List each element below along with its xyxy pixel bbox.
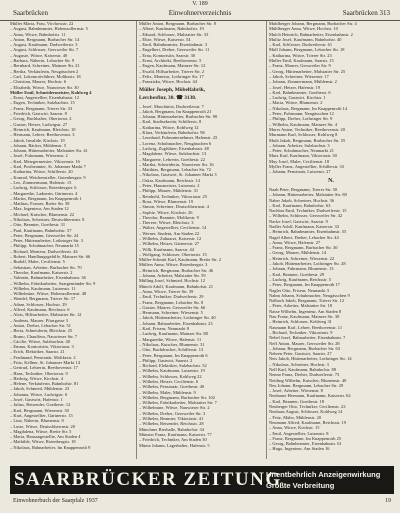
directory-entry: – Wilhelm, Schlosser, Kohlweg 22 [139,373,202,379]
directory-entry: – Matthias, Bergmann, Lebacher Str. 72 [139,167,212,173]
directory-entry: – Lorenz, Schuhmacher, Neugässchen 6 [139,140,212,146]
directory-entry: Muhlberger Johann, Bergmann, Burbacher Str. 4 [269,21,357,26]
header-right: Saarbrücken 313 [342,9,390,17]
directory-entry: – Karl, Schlosser, Dudweilerstr. 61 [269,42,333,48]
directory-entry: – Georg, Bahnbeamter, Eisenbahnstr. 61 [269,441,342,447]
directory-entry: – Emil, Bahnbeamter, Eisenbahnstr. 3 [139,42,208,48]
directory-entry: – Carl, Lokomotivführer, Moltkestr. 18 [10,73,81,79]
directory-entry: – Ludwig, Schlosser, Rotenbergstr. 6 [10,185,77,191]
directory-entry: – Gustav, Maurer, Gersweiler Str. 66 [139,304,206,310]
directory-entry: – Jakob, Invalide, Kirchstr. 19 [10,137,65,143]
directory-entry: – Fritz, Maler, Mühlenstr. 20 [269,414,322,420]
directory-entry: Neuberger Otto, Techniker, Cecilienstr. 23 [269,404,346,410]
directory-entry: Naumann Karl, Lehrer, Beethovenstr. 11 [269,324,343,330]
directory-entry: – Philipp, Schuhmacher, Neumarkt 15 [10,243,79,249]
directory-entry: – Barbara, Näherin, Lebacher Str. 9 [10,58,75,64]
directory-entry: – Karl, Bergmann, Wiesenstr. 30 [10,407,69,413]
directory-entry: Münch Adolf, Kaufmann, Bahnhofstr. 21 [139,283,214,289]
directory-entry: – Margarete, Lehrerin, Goethestr. 22 [139,156,205,162]
directory-entry: – Ernst, Architekt, Beethovenstr. 5 [139,58,202,64]
directory-entry: – Wilhelm, Reisender, Reichsstr. 28 [139,421,204,427]
directory-entry: – Nikolaus, Gastwirt, St. Johanner Markt 3 [139,172,217,178]
directory-entry: – Heinrich, Bahnbeamter, Eisenbahnstr. 55 [269,229,347,235]
directory-entry: – Franz, Bergmann, Lebacher Str. 8 [139,299,204,305]
directory-entry: – Peter, Schuhmacher, Neumarkt 21 [269,148,334,154]
directory-entry: – Lina, Näherin, Blumenstr. 8 [10,418,64,424]
directory-entry: – Anton, Dreher, Lebacher Str. 51 [10,322,71,328]
header-left: Saarbrücken [13,9,48,17]
directory-entry: – Therese, Witwe, Bleichstr. 3 [139,220,194,226]
directory-entry: – Johann, Hüttenarbeiter, Malstatter Str. 41 [10,148,88,154]
directory-entry: – Katharina, Witwe, Trierer Str. 23 [269,52,332,58]
directory-entry: – Luise, Witwe, Deutschherrnstr. 20 [10,423,76,429]
directory-entry: – Ludwig, Kaufmann, Mainzer Str. 88 [139,331,208,337]
directory-entry: – Wilhelm, Schlosser, Gersweiler Str. 42 [269,213,343,219]
directory-entry: Murer Anton, Techniker, Beethovenstr. 20 [269,126,345,132]
directory-entry: Neumann Alfred, Kaufmann, Reichsstr. 19 [269,419,346,425]
directory-entry: – Werner, Student, Am Staden 22 [139,230,200,236]
directory-entry: – August, Kaufmann, Dudweilerstr. 3 [10,42,78,48]
directory-entry: – Theodor, Beamter, Moltkestr. 9 [139,214,199,220]
directory-entry: – Georg, Maurer, Mühlenstr. 14 [269,250,327,256]
directory-entry: – Katharina, Witwe, Schillerstr. 20 [10,169,73,175]
directory-entry: Muller Emil, Kaufmann, Saarstr. 15 [269,58,334,64]
directory-entry: – Albert, Kaufmann, Bahnhofstr. 19 [139,26,204,32]
directory-entry: Nell Karl, Kaufmann, Bahnhofstr. 88 [269,367,336,372]
directory-entry: – Philipp, Dreher, Lothringer Str. 9 [269,116,333,122]
directory-entry: – Wilhelm, Kaufmann, Mainzer Str. 4 [269,121,338,127]
directory-entry: – Christian, Maurer, Hochstr. 6 [10,79,67,85]
directory-entry: – Wilhelmine, Witwe, Hohenzollernstr. 48 [10,291,87,297]
directory-entry: – Heinrich, Schreiner, Wiesenstr. 22 [269,255,335,261]
directory-entry: – Wilhelm, Heizer, Gärtnerstr. 27 [139,241,200,247]
directory-entry: Nachbar Emil, Techniker, Dudweilerstr. 15 [269,208,347,214]
directory-entry: – Walter, Angestellter, Cecilienstr. 14 [139,225,207,231]
directory-entry: – Johann, Bergmann, Burbacher Str. 63 [269,345,341,351]
directory-entry: – Anna, Witwe, Kirchstr. 15 [269,425,320,431]
directory-entry: – Franz, Bergmann, Im Knappenroth 25 [269,435,342,441]
advert-slogan: Größte Verbreitung [266,481,335,490]
directory-entry: Münchner Bierhalle, Bahnhofstr. 34 [139,426,204,432]
directory-entry: – Wilhelm, Beamter, Viktoriastr. 41 [139,416,204,422]
directory-entry: – Margarethe, Ladnerin, Gärtnerstr. 4 [10,190,78,196]
directory-entry: – Jakob, Schreiner, Wiesenstr. 17 [269,73,329,79]
directory-entry: – Karl, Bahnbeamter, Goethestr. 6 [269,89,331,95]
directory-entry: – Rudolf, Maler, Cecilienstr. 5 [10,259,65,265]
directory-entry: – Sophie, Witwe, Kirchstr. 26 [139,209,193,215]
directory-entry: Mutz Karl, Kaufmann, Viktoriastr. 30 [269,153,337,159]
directory-entry: – Jakob, Bergmann, Im Knappenroth 21 [139,108,212,114]
directory-entry: – Alfred, Kaufmann, Reichsstr. 6 [10,307,70,313]
directory-entry: Naber Jakob, Schreiner, Hochstr. 36 [269,197,335,203]
directory-entry: – Anna, Witwe, Trierer Str. 39 [139,288,194,294]
directory-entry: Mulch Heinrich, Bahnarbeiter, Eisenbahnstr. 2 [269,31,353,37]
directory-entry: – Auguste, Witwe, Kaiserstr. 40 [10,52,68,58]
directory-entry: – Alois, Hilfsarbeiter, Malstatter Str. 12 [10,312,82,318]
directory-entry: – Philipp, Maurer, Mühlenstr. 31 [139,188,199,194]
directory-entry: – Gustav, Heizer, Ludwigstr. 27 [10,121,68,127]
directory-entry: – Peter, Arbeiter, Malstatter Str. 18 [269,303,332,309]
directory-entry: – Philipp, Gastwirt, Saarstr. 2 [139,357,193,363]
directory-entry: Müller-Schmitt Karl, Kaufmann, Breite Str. 2 [139,257,222,263]
directory-entry: Neubauer Hermann, Kaufmann, Kaiserstr. 62 [269,393,351,399]
directory-entry: – Franz, Maurer, Gersweiler Str. 9 [269,63,331,69]
directory-entry: Münster Franz, Kaufmann, Kaiserstr. 77 [139,431,212,437]
directory-entry: Neuhaus August, Schlosser, Kohlweg 14 [269,409,343,415]
running-header [0,6,400,21]
directory-entry: – Hermann, Lehrer, Beethovenstr. 3 [10,132,75,138]
directory-entry: – Mathias, Former, Breite Str. 38 [10,201,70,207]
directory-entry: – Erich, Elektriker, Saarstr. 21 [10,349,65,355]
directory-entry: – Sebastian, Arbeiter, Burbacher Str. 70 [10,264,82,270]
directory-entry: – Emil, Techniker, Dudweilerstr. 29 [139,294,204,300]
directory-entry: – Peter, Fuhrmann, Neugässchen 12 [269,111,334,117]
directory-entry: – Nikolaus, Bahnarbeiter, Im Knappenroth 9 [10,444,91,450]
directory-entry: – Adam, Schlosser, Hochstr. 29 [10,301,67,307]
directory-entry: – Franz, Bergmann, Trierer Str. 33 [10,105,73,111]
directory-entry: – Hedwig, Witwe, Kirchstr. 4 [10,375,63,381]
directory-entry: – Martin, Bergmann, Im Knappenroth 1 [10,195,82,201]
directory-entry: – Emil, Angestellter, Luisenstr. 8 [269,430,329,436]
directory-entry: – Willi, Kaufmann, Saarstr. 44 [139,246,195,252]
directory-entry: – Franziska, Witwe, Hochstr. 44 [139,79,197,85]
directory-entry: – Johann, Arbeiter, Sulzbachstr. 3 [269,142,330,148]
directory-entry: – Margarethe, Witwe, Hafenstr. 11 [139,336,202,342]
directory-entry: – Felix, Monteur, Lothringer Str. 17 [139,73,204,79]
directory-entry: – Hugo, Ingenieur, Am Staden 16 [269,446,330,452]
directory-entry: – Otto, Beamter, Goethestr. 31 [10,222,66,228]
directory-entry: – August, Schlosser, Gersweiler Str. 7 [10,47,79,53]
column-divider [136,21,137,459]
directory-entry: – Magdalene, Witwe, Sulzbachstr. 13 [139,151,207,157]
directory-entry: – Bruno, Chauffeur, Nauwieser Str. 7 [10,333,78,339]
directory-entry: – Karl, Beamter, Goethestr. 29 [269,271,325,277]
directory-entry: – Anton, Bergmann, Burbacher Str. 14 [10,36,80,42]
directory-entry: – Josef, Maschinist, Dudweilerstr. 7 [139,103,204,109]
directory-entry: – Josef, Gastwirt, Hafenstr. 1 [10,397,63,403]
top-page-number: V. 189 [192,1,208,7]
page-footer [10,498,394,508]
footer-publication: Einwohnerbuch der Saarpfalz 1937 [13,498,98,504]
directory-entry: – Hans, Techniker, Obertorstr. 9 [10,370,68,376]
directory-entry: Mülling Josef, Schmied, Hochstr. 12 [139,278,206,284]
directory-entry: – Richard, Elektriker, Sulzbachstr. 52 [139,363,207,369]
directory-entry: – Wilhelm, Bergmann, Burbacher Str. 102 [139,394,215,400]
directory-entry: – Wilhelm, Pensionär, Goethestr. 40 [139,384,205,390]
directory-entry: – Wilhelm, Fabrikarbeiter, Saargemünder Str. 9 [10,280,96,286]
directory-entry: – Johann, Bäcker, Mühlenstr. 5 [10,142,67,148]
directory-entry: – Valentin, Bahnarbeiter, Eisenbahnstr. 36 [10,275,86,281]
directory-entry: – Helene, Verkäuferin, Bahnhofstr. 81 [10,381,79,387]
directory-entry: – Karl, Stadtsekretär, Schillerstr. 8 [139,119,202,125]
directory-entry: Naab Peter, Bergmann, Trierer Str. 50 [269,186,338,192]
directory-entry: – Nikolaus, Kutscher, Blumenstr. 31 [139,341,205,347]
directory-entry: – Richard, Techniker, Viktoriastr. 9 [269,329,333,335]
directory-entry: Neu Johann, Bergmann, Lebacher Str. 29 [269,382,344,388]
directory-entry: – Friedrich, Techniker, Am Staden 30 [139,437,207,443]
directory-entry: – Johann, Fuhrmann, Blumenstr. 13 [269,266,334,272]
directory-entry: Müntz Johann, Lagerhalter, Hafenstr. 5 [139,442,210,448]
directory-entry: – Martha, Schneiderin, Nauwieser Str. 16 [139,161,214,167]
directory-entry: – Friedrich, Gastwirt, Saarstr. 8 [10,111,67,117]
directory-entry: – Wolfgang, Schlosser, Obertorstr. 15 [139,251,207,257]
directory-entry: – Josef, Fuhrmann, Wiesenstr. 2 [10,153,68,159]
directory-entry: – Cäcilie, Witwe, Sulzbachstr. 40 [10,338,71,344]
directory-entry: Nalbach Jakob, Bergmann, Trierer Str. 12 [269,298,345,304]
directory-entry: – Elisabeth, Witwe, Nauwieser Str. 30 [10,84,79,90]
directory-entry: – Karl, Postbeamter, St. Johanner Markt 7 [10,164,86,170]
directory-entry: – Robert, Handlungsgehilfe, Mainzer Str. 66 [10,254,91,260]
directory-entry: – Ferdinand, Pensionär, Moltkestr. 2 [10,354,76,360]
directory-entry: – Leo, Zimmermann, Hafenstr. 13 [10,179,72,185]
directory-entry: – Engelbert, Dreher, Gersweiler Str. 11 [139,47,210,53]
directory-entry: – Ewald, Hilfsarbeiter, Trierer Str. 2 [139,68,205,74]
directory-entry: – Konrad, Weichensteller, Gutenbergstr. 9 [10,174,86,180]
directory-entry: Müller Emil, Schneidermeister, Kohlweg 4 [10,89,92,95]
directory-entry: – Nikolaus, Bergmann, Im Knappenroth 14 [269,105,348,111]
directory-column-2 [139,21,263,459]
directory-entry: – Kurt, Angestellter, Gärtnerstr. 15 [10,412,73,418]
directory-entry: Nettling Wilhelm, Kutscher, Blumenstr. 40 [269,377,347,383]
directory-entry: Nagel Albert, Dreher, Lebacher Str. 44 [269,234,339,240]
directory-entry: – Karl, Friseur, Neumarkt 8 [139,326,189,332]
directory-entry: – Klara, Verkäuferin, Bahnhofstr. 96 [139,130,205,136]
directory-entry: – Maria, Hausangestellte, Am Staden 4 [10,434,81,440]
directory-entry: Mühlberger Anna, Witwe, Hochstr. 10 [269,26,338,32]
directory-entry: – Simon, Schreiner, Deutschherrnstr. 4 [139,204,209,210]
directory-entry: – Otto, Buchdrucker, Schillerstr. 13 [139,347,204,353]
directory-entry: – Paul, Kaufmann, Bahnhofstr. 57 [10,227,72,233]
directory-columns [10,21,394,459]
directory-entry: Nahm Johann, Schuhmacher, Neugässchen 9 [269,292,350,298]
directory-entry: – Georg, Hüttenarbeiter, Malstatter Str. 25 [269,68,346,74]
directory-entry: – Wilhelm, Zahnarzt, Kaiserstr. 12 [139,235,202,241]
directory-entry: Müllers Anna, Witwe, Rotenbergstr. 3 [139,262,208,268]
directory-entry: – Wilhelm, Heizer, Cecilienstr. 6 [139,379,199,384]
directory-entry: – Eduard, Schlosser, Malstatter Str. 33 [139,31,209,37]
directory-entry: – Wendel, Bergmann, Trierer Str. 17 [10,296,76,302]
directory-entry: – Maria, Witwe, Blumenstr. 2 [269,100,323,106]
directory-entry: Müller Maria, Frau, Virchowstr. 22 [10,21,74,26]
directory-entry: – Fritz, Kellner, St. Johanner Markt 14 [10,360,80,365]
directory-entry: – Michael, Kutscher, Blumenstr. 22 [10,211,75,217]
directory-entry: – Nikolaus, Schreiner, Deutschherrnstr. 8 [10,216,85,222]
directory-entry: – Jakob, Hüttenarbeiter, Lothringer Str. 28 [269,261,346,267]
directory-entry: – Eugen, Techniker, Sulzbachstr. 15 [10,100,75,106]
directory-entry: Neis Jakob, Hüttenarbeiter, Lothringer Str. 14 [269,356,352,362]
directory-entry: Mull Johann, Bergmann, Lebacher Str. 18 [269,47,345,53]
directory-entry: – Karl, Kaufmann, Bahnhofstr. 63 [269,202,331,208]
directory-entry: Neff Anton, Maurer, Gersweiler Str. 28 [269,340,340,346]
directory-entry: – Anna, Witwe, Hafenstr. 27 [269,239,321,245]
directory-entry: – Leonhard, Fuhrunternehmer, Hafenstr. 25 [139,135,218,141]
directory-entry: – Johann, Pensionär, Luisenstr. 27 [269,169,331,175]
directory-entry: – Bertha, Verkäuferin, Neugässchen 2 [10,68,79,74]
directory-entry: – Max, Ingenieur, Am Staden 12 [10,206,69,212]
directory-column-3 [269,21,393,459]
directory-entry: – Heinrich, Bergmann, Burbacher Str. 46 [139,267,214,273]
directory-entry: – Eugen, Kaufmann, Mainzer Str. 12 [139,63,206,69]
directory-entry: Muy Josef, Maler, Cecilienstr. 18 [269,158,330,164]
directory-entry: Nacke Josef, Gastwirt, Saarstr. 9 [269,218,328,224]
directory-entry: – Josef, Heizer, Hafenstr. 19 [269,84,321,90]
directory-entry: – Richard, Monteur, Dudweilerstr. 44 [10,248,78,254]
directory-entry: – Peter, Bergmann, Gersweiler Str. 24 [10,232,79,238]
directory-entry: Murmann Karl, Schlosser, Kohlweg 8 [269,132,338,138]
directory-entry: – August, Bahnbeamter, Hohenzollernstr. 5 [10,26,88,32]
directory-entry: – Peter, Hüttenarbeiter, Lothringer Str. 3 [10,238,83,244]
directory-entry: – Ludwig, Zugführer, Eisenbahnstr. 48 [139,145,209,151]
directory-entry: Müller Anton, Bergmann, Burbacher Str. 8 [139,21,217,26]
directory-entry: – Johann, Hüttenarbeiter, Malstatter Str. 80 [269,192,347,198]
directory-entry: – Wilhelm, Dreher, Gersweiler Str. 3 [139,410,206,416]
directory-entry: – Magdalena, Witwe, Breite Str. 5 [10,428,72,434]
directory-entry: – Karl, Beamter, Goethestr. 18 [269,398,325,404]
directory-entry: – Hermann, Schreiner, Wiesenstr. 5 [139,310,203,316]
directory-entry: – Johann, Zimmermann, Mühlenstr. 2 [269,79,337,85]
directory-entry: Nenno Franz, Dreher, Dudweilerstr. 73 [269,372,340,378]
directory-entry: – Heinrich, Schlosser, Kohlweg 31 [269,319,332,325]
directory-entry: – Johann, Bahnarbeiter, Eisenbahnstr. 23 [139,320,213,326]
directory-entry: Mulitz Josef, Kaufmann, Bahnhofstr. 40 [269,36,342,42]
directory-entry: – Jakob, Schmied, Mühlenstr. 23 [10,386,70,392]
directory-entry: – Julius, Reisender, Goethestr. 12 [10,402,71,408]
directory-entry: Muth Jakob, Bergmann, Burbacher Str. 55 [269,137,346,143]
directory-entry: – Josef, Arbeiter, Wiesenstr. 8 [269,388,323,394]
directory-entry: – Andreas, Maurer, Pfarrgasse 3 [10,317,68,323]
directory-entry: – Mathilde, Witwe, Rotenbergstr. 18 [10,439,76,445]
directory-entry: – Johann, Hüttenarbeiter, Burbacher Str. 90 [139,114,218,120]
directory-column-1 [10,21,134,459]
directory-entry: – Johann, Arbeiter, Malstatter Str. 59 [139,273,206,279]
directory-entry: – Peter, Hausmeister, Luisenstr. 2 [139,183,200,189]
directory-entry: Myller Franz, Angestellter, Schillerstr. 33 [269,164,345,170]
directory-entry: – Georg, Buchhalter, Obertorstr. 2 [10,116,72,122]
directory-entry: – Heinrich, Kaufmann, Bleichstr. 10 [10,126,76,132]
letter-section-heading: N. [328,177,334,184]
directory-entry: – Ludwig, Kaufmann, Reichsstr. 5 [269,276,331,282]
directory-entry: – Peter, Bergmann, Im Knappenroth 6 [139,352,208,358]
directory-advert-line: Lerchesflur, 30. ☎ 3138. [139,95,197,102]
directory-entry: – Wilhelm, Fabrikarbeiter, Malstatter Str. 7 [139,400,217,406]
advert-slogan: Unentbehrlich Anzeigenwirkung [266,470,381,479]
directory-entry: – Emma, Kontoristin, Viktoriastr. 3 [10,344,74,350]
directory-entry: Nasse Wilhelm, Ingenieur, Am Staden 8 [269,308,342,314]
directory-entry: – Theodor, Kaufmann, Kaiserstr. 2 [10,269,73,275]
directory-entry: – Peter, Bergmann, Im Knappenroth 17 [269,282,340,288]
directory-entry: Nehren Peter, Gastwirt, Saarstr. 27 [269,351,332,357]
directory-entry: – Gertrud, Lehrerin, Beethovenstr. 17 [10,365,78,371]
directory-entry: – Wilhelmine, Witwe, Nauwieser Str. 2 [139,405,210,411]
newspaper-advert [10,466,394,494]
directory-entry: – Ernst, Angestellter, Eisenbahnstr. 12 [10,95,79,101]
directory-entry: – Nikolaus, Schreiner, Hochstr. 3 [269,361,329,367]
directory-entry: – Anna, Witwe, Bahnhofstr. 11 [10,31,66,37]
directory-entry: – Bernhard, Schreiner, Mainzer Str. 21 [10,63,80,69]
directory-entry: – Karl, Metzgermeister, Viktoriastr. 16 [10,158,80,164]
advert-title: SAARBRÜCKER ZEITUNG [14,469,282,490]
directory-entry: – Oskar, Kaufmann, Reichsstr. 14 [139,177,200,183]
header-center: Einwohnerverzeichnis [168,9,232,17]
directory-entry: – Wilhelm, Maler, Mühlenstr. 9 [139,389,196,395]
directory-entry: – Katharina, Witwe, Kohlweg 12 [139,124,199,130]
directory-entry: – Franz, Bergmann, Burbacher Str. 30 [269,245,338,251]
directory-entry: Nau Franz, Kaufmann, Mainzer Str. 30 [269,314,340,320]
directory-entry: – Berta, Schneiderin, Bleichstr. 25 [10,328,73,334]
directory-entry: – Jakob, Hüttenarbeiter, Lothringer Str. 40 [139,315,216,321]
directory-entry: Nagler Otto, Friseur, Neumarkt 3 [269,287,329,293]
column-divider [266,21,267,459]
directory-entry: – Ludwig, Gastwirt, Kirchstr. 1 [269,95,326,101]
directory-entry: – Wilhelm, Kaufmann, Luisenstr. 11 [10,285,76,291]
directory-entry: – Wilhelm, Kaufmann, Luisenstr. 19 [139,368,205,374]
directory-entry: – Reinhold, Techniker, Viktoriastr. 25 [139,193,207,199]
directory-entry: – Erna, Kontoristin, Saarstr. 30 [139,52,196,58]
directory-entry: – Johanna, Witwe, Ludwigstr. 6 [10,391,68,397]
directory-entry: Nadler Adolf, Kaufmann, Kaiserstr. 33 [269,223,340,229]
directory-entry: – Rosa, Witwe, Blumenstr. 19 [139,198,193,204]
directory-advert-line: Müller Joseph, Möbelfabrik, [139,86,206,93]
footer-page-number: 19 [385,498,391,504]
directory-entry: Nebel Josef, Bahnarbeiter, Eisenbahnstr. 7 [269,335,346,341]
directory-entry: – Elise, Witwe, Kaiserstr. 54 [139,36,191,42]
